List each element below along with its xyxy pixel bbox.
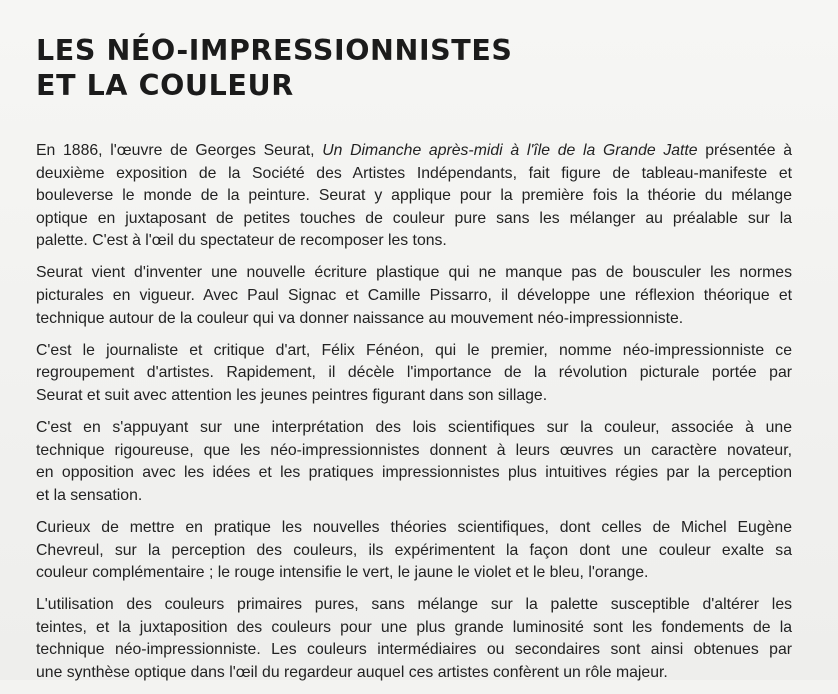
panel-title	[36, 33, 736, 103]
text-line: C'est le journaliste et critique d'art, Félix Fénéon, qui le premier, nomme néo-impressionniste ce	[36, 341, 792, 359]
text-line: une synthèse optique dans l'œil du regardeur auquel ces artistes confèrent un rôle majeur.	[36, 663, 668, 681]
text-line: technique autour de la couleur qui va donner naissance au mouvement néo-impressionniste.	[36, 309, 684, 327]
text-line: technique néo-impressionniste. Les couleurs intermédiaires ou secondaires sont ainsi obtenues par	[36, 641, 792, 659]
text-line	[36, 140, 792, 163]
text-line: picturales en vigueur. Avec Paul Signac et Camille Pissarro, il développe une réflexion théorique et	[36, 287, 792, 305]
title-line-2: ET LA COULEUR	[36, 69, 294, 102]
text-line: couleur complémentaire ; le rouge intensifie le vert, le jaune le violet et le bleu, l'orange.	[36, 564, 649, 582]
paragraph-4	[36, 417, 792, 507]
text-line: deuxième exposition de la Société des Artistes Indépendants, fait figure de tableau-manifeste et	[36, 164, 792, 182]
text-line: C'est en s'appuyant sur une interprétation des lois scientifiques sur la couleur, associée à une	[36, 419, 792, 437]
paragraph-3	[36, 340, 792, 408]
text-line: regroupement d'artistes. Rapidement, il décèle l'importance de la révolution picturale portée par	[36, 364, 792, 382]
artwork-title: Un Dimanche après-midi à l'île de la Grande Jatte	[322, 142, 698, 159]
paragraph-1	[36, 140, 792, 253]
text-line: technique rigoureuse, que les néo-impressionnistes donnent à leurs œuvres un caractère novateur,	[36, 441, 792, 459]
title-line-1: LES NÉO-IMPRESSIONNISTES	[36, 34, 513, 67]
text-line: Seurat vient d'inventer une nouvelle écriture plastique qui ne manque pas de bousculer les normes	[36, 264, 792, 282]
text-line: Curieux de mettre en pratique les nouvelles théories scientifiques, dont celles de Michel Eugène	[36, 518, 792, 536]
text-segment: présentée à	[697, 142, 792, 159]
text-line: palette. C'est à l'œil du spectateur de recomposer les tons.	[36, 232, 447, 250]
panel-body	[36, 140, 792, 694]
text-line: Chevreul, sur la perception des couleurs, ils expérimentent la façon dont une couleur exalte sa	[36, 541, 792, 559]
text-line: teintes, et la juxtaposition des couleurs pour une plus grande luminosité sont les fondements de la	[36, 618, 792, 636]
text-segment: En 1886, l'œuvre de Georges Seurat,	[36, 142, 323, 159]
text-line: L'utilisation des couleurs primaires pures, sans mélange sur la palette susceptible d'altérer les	[36, 596, 792, 614]
paragraph-2	[36, 262, 792, 330]
text-line: en opposition avec les idées et les pratiques impressionnistes plus intuitives régies par la perception	[36, 464, 792, 482]
paragraph-6	[36, 594, 792, 684]
text-line: et la sensation.	[36, 486, 143, 504]
paragraph-5	[36, 517, 792, 585]
text-line: bouleverse le monde de la peinture. Seurat y applique pour la première fois la théorie du mélange	[36, 187, 792, 205]
text-line: Seurat et suit avec attention les jeunes peintres figurant dans son sillage.	[36, 386, 548, 404]
text-line: optique en juxtaposant de petites touches de couleur pure sans les mélanger au préalable sur la	[36, 209, 792, 227]
